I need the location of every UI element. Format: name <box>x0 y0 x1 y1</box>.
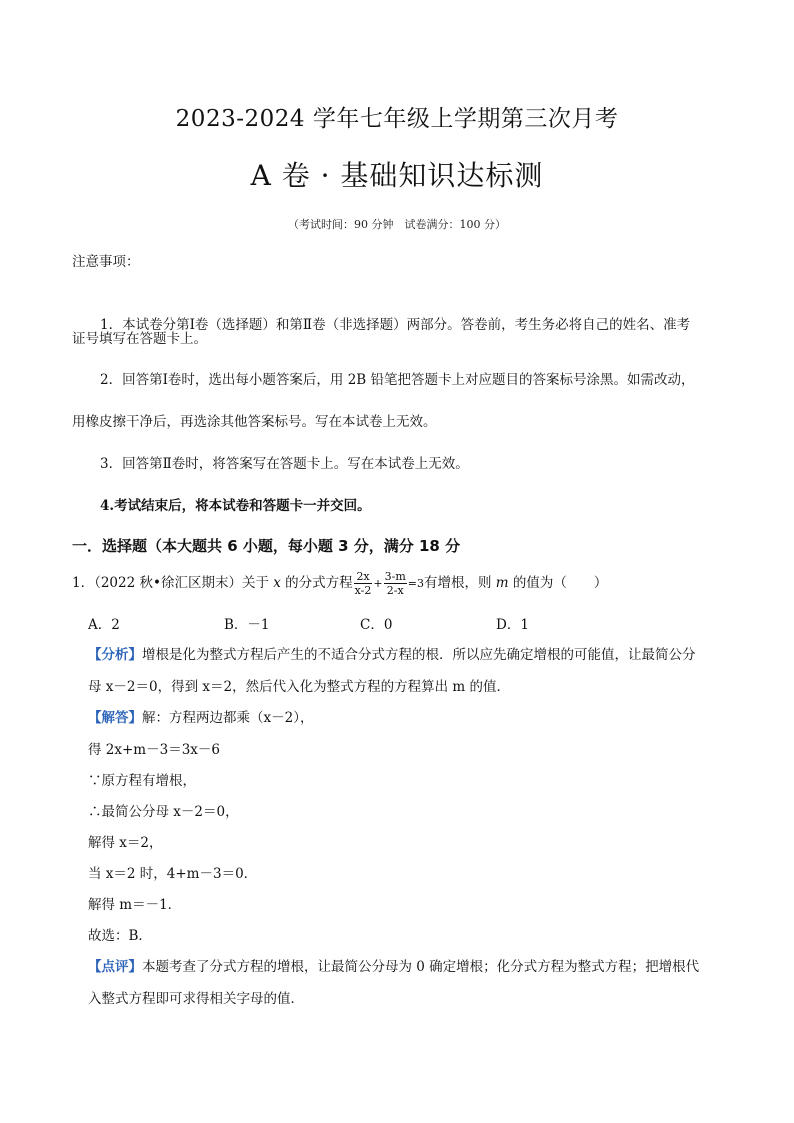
note-2-line-1: 2．回答第Ⅰ卷时，选出每小题答案后，用 2B 铅笔把答题卡上对应题目的答案标号涂黑。如需改动， <box>100 372 695 388</box>
q1-eq: =3 <box>407 577 424 590</box>
note-4: 4.考试结束后，将本试卷和答题卡一并交回。 <box>100 498 371 514</box>
exam-subtitle: A 卷 · 基础知识达标测 <box>250 159 544 192</box>
solution-step-5: 当 x＝2 时，4+m－3＝0． <box>88 866 258 882</box>
q1-suffix2: 的值为（ ） <box>508 575 608 591</box>
option-b: B．－1 <box>224 617 270 633</box>
q1-mid: 的分式方程 <box>280 575 353 591</box>
analysis-line-1 <box>88 643 696 663</box>
note-1-line-1: 1．本试卷分第Ⅰ卷（选择题）和第Ⅱ卷（非选择题）两部分。答卷前，考生务必将自己的姓名、准考 <box>100 317 691 333</box>
question-1-stem <box>72 570 607 597</box>
section-1-title: 一．选择题（本大题共 6 小题，每小题 3 分，满分 18 分 <box>72 537 461 555</box>
q1-fraction-2 <box>384 570 407 597</box>
notes-heading: 注意事项： <box>72 254 140 270</box>
q1-frac1-num: 2x <box>354 570 373 584</box>
note-3: 3．回答第Ⅱ卷时，将答案写在答题卡上。写在本试卷上无效。 <box>100 456 469 472</box>
solution-step-1: 得 2x+m－3＝3x－6 <box>88 742 220 758</box>
comment-text-1: 本题考查了分式方程的增根，让最简公分母为 0 确定增根；化分式方程为整式方程；把增根代 <box>142 959 700 975</box>
note-2-line-2: 用橡皮擦干净后，再选涂其他答案标号。写在本试卷上无效。 <box>72 414 437 430</box>
solution-line-1 <box>88 706 313 726</box>
q1-plus: + <box>373 577 383 590</box>
solution-step-7: 故选：B． <box>88 928 152 944</box>
option-c: C．0 <box>360 617 393 633</box>
q1-suffix: 有增根，则 <box>424 575 496 591</box>
option-d: D．1 <box>496 617 529 633</box>
option-a: A．2 <box>88 617 120 633</box>
analysis-label: 【分析】 <box>88 647 142 663</box>
q1-frac1-den: x-2 <box>354 584 372 597</box>
note-1-line-2: 证号填写在答题卡上。 <box>72 331 207 347</box>
solution-step-4: 解得 x＝2， <box>88 835 163 851</box>
solution-text-1: 解：方程两边都乘（x－2）， <box>142 710 314 726</box>
q1-frac2-num: 3-m <box>384 570 406 583</box>
exam-info: （考试时间：90 分钟 试卷满分：100 分） <box>288 218 506 231</box>
solution-step-3: ∴最简公分母 x－2＝0， <box>88 804 239 820</box>
analysis-line-2: 母 x－2＝0，得到 x＝2，然后代入化为整式方程的方程算出 m 的值． <box>88 679 510 695</box>
comment-line-1 <box>88 955 699 975</box>
solution-step-2: ∵原方程有增根， <box>88 773 196 789</box>
solution-label: 【解答】 <box>88 710 142 726</box>
q1-var-x: x <box>273 575 281 591</box>
analysis-text-1: 增根是化为整式方程后产生的不适合分式方程的根．所以应先确定增根的可能值，让最简公分 <box>142 647 696 663</box>
comment-label: 【点评】 <box>88 959 142 975</box>
q1-var-m: m <box>495 575 509 591</box>
solution-step-6: 解得 m＝－1． <box>88 897 182 913</box>
q1-frac2-den: 2-x <box>386 584 404 597</box>
exam-title: 2023-2024 学年七年级上学期第三次月考 <box>175 106 619 132</box>
q1-prefix: 1．（2022 秋•徐汇区期末）关于 <box>72 575 274 591</box>
comment-line-2: 入整式方程即可求得相关字母的值． <box>88 991 304 1007</box>
q1-fraction-1 <box>354 570 373 597</box>
